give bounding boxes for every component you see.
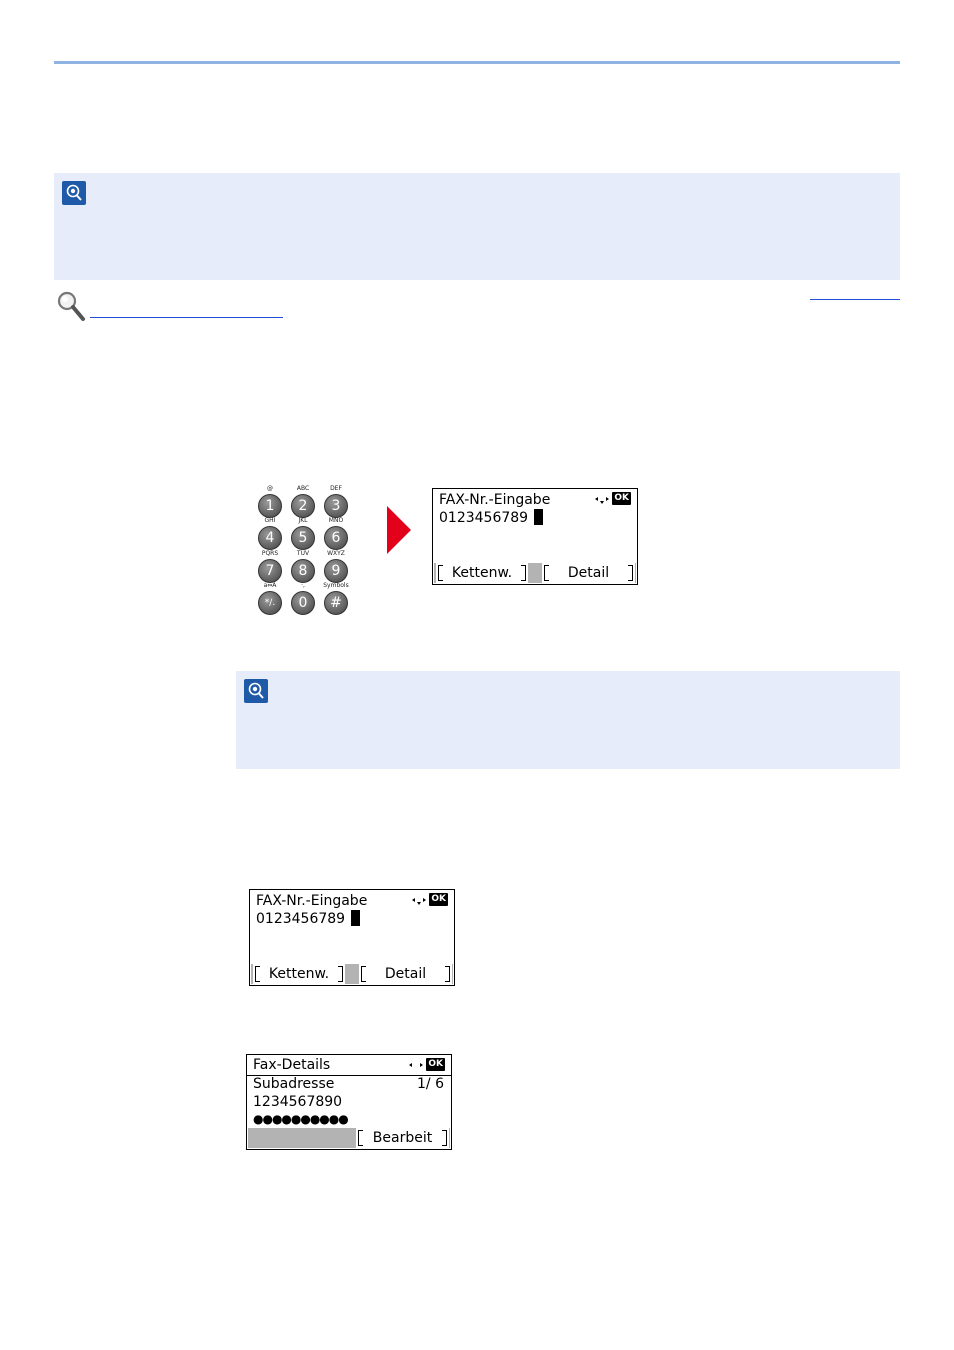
cross-arrows-icon: [595, 494, 609, 504]
password-masked: ●●●●●●●●●●: [253, 1112, 348, 1126]
key-6[interactable]: 6: [324, 526, 348, 550]
ok-icon: OK: [431, 894, 446, 904]
key-3[interactable]: 3: [324, 494, 348, 518]
softkey-detail[interactable]: Detail: [542, 563, 635, 583]
cross-arrows-icon: [412, 895, 426, 905]
softkey-bar: [248, 1128, 450, 1148]
key-11[interactable]: 0: [291, 591, 315, 615]
nav-ok-indicator: [595, 492, 631, 505]
key-letters-label: @: [267, 485, 273, 492]
nav-ok-indicator: [412, 893, 448, 906]
note-icon: [62, 181, 86, 205]
key-letters-label: JKL: [298, 517, 308, 524]
softkey-edit[interactable]: Bearbeit: [356, 1128, 449, 1148]
key-10[interactable]: */.: [258, 591, 282, 615]
softkey-detail[interactable]: Detail: [359, 964, 452, 984]
fax-number-value: 0123456789: [256, 911, 346, 927]
key-12[interactable]: #: [324, 591, 348, 615]
text-cursor: [534, 509, 543, 525]
lcd-fax-number-entry-2: [249, 889, 455, 986]
screen-title: FAX-Nr.-Eingabe: [256, 893, 368, 909]
numeric-keypad: [248, 482, 363, 617]
fax-number-line: [256, 910, 360, 928]
key-letters-label: ·,: [301, 582, 305, 589]
reference-link[interactable]: [90, 317, 283, 318]
note-box-1: [54, 173, 900, 280]
lcd-fax-number-entry-1: [432, 488, 638, 585]
key-letters-label: WXYZ: [327, 550, 345, 557]
header-rule: [54, 61, 900, 64]
reference-link-page[interactable]: [810, 299, 900, 300]
key-4[interactable]: 4: [258, 526, 282, 550]
key-letters-label: a⇔A: [263, 582, 277, 589]
key-letters-label: ABC: [296, 485, 310, 492]
key-8[interactable]: 8: [291, 559, 315, 583]
ok-icon: OK: [428, 1059, 443, 1069]
screen-title: FAX-Nr.-Eingabe: [439, 492, 551, 508]
subaddress-value: 1234567890: [253, 1094, 343, 1110]
key-letters-label: GHI: [264, 517, 276, 524]
softkey-chain-dial[interactable]: Kettenw.: [436, 563, 528, 583]
key-9[interactable]: 9: [324, 559, 348, 583]
subaddress-label: Subadresse: [253, 1076, 335, 1092]
key-5[interactable]: 5: [291, 526, 315, 550]
screen-title: Fax-Details: [253, 1057, 331, 1073]
key-1[interactable]: 1: [258, 494, 282, 518]
fax-number-line: [439, 509, 543, 527]
key-letters-label: DEF: [330, 485, 342, 492]
lcd-fax-details: [246, 1054, 452, 1150]
arrow-right-icon: [387, 506, 411, 554]
note-icon: [244, 679, 268, 703]
key-letters-label: PQRS: [261, 550, 279, 557]
softkey-bar: [434, 563, 636, 583]
softkey-chain-dial[interactable]: Kettenw.: [253, 964, 345, 984]
key-letters-label: Symbols: [323, 582, 349, 589]
page-indicator: 1/ 6: [417, 1076, 444, 1092]
ok-icon: OK: [614, 493, 629, 503]
left-right-arrows-icon: [409, 1060, 423, 1070]
key-letters-label: TUV: [296, 550, 310, 557]
key-2[interactable]: 2: [291, 494, 315, 518]
fax-number-value: 0123456789: [439, 510, 529, 526]
magnifier-icon: [56, 290, 86, 322]
key-letters-label: MNO: [328, 517, 344, 524]
key-7[interactable]: 7: [258, 559, 282, 583]
nav-ok-indicator: [409, 1058, 445, 1071]
text-cursor: [351, 910, 360, 926]
note-box-2: [236, 671, 900, 769]
softkey-bar: [251, 964, 453, 984]
